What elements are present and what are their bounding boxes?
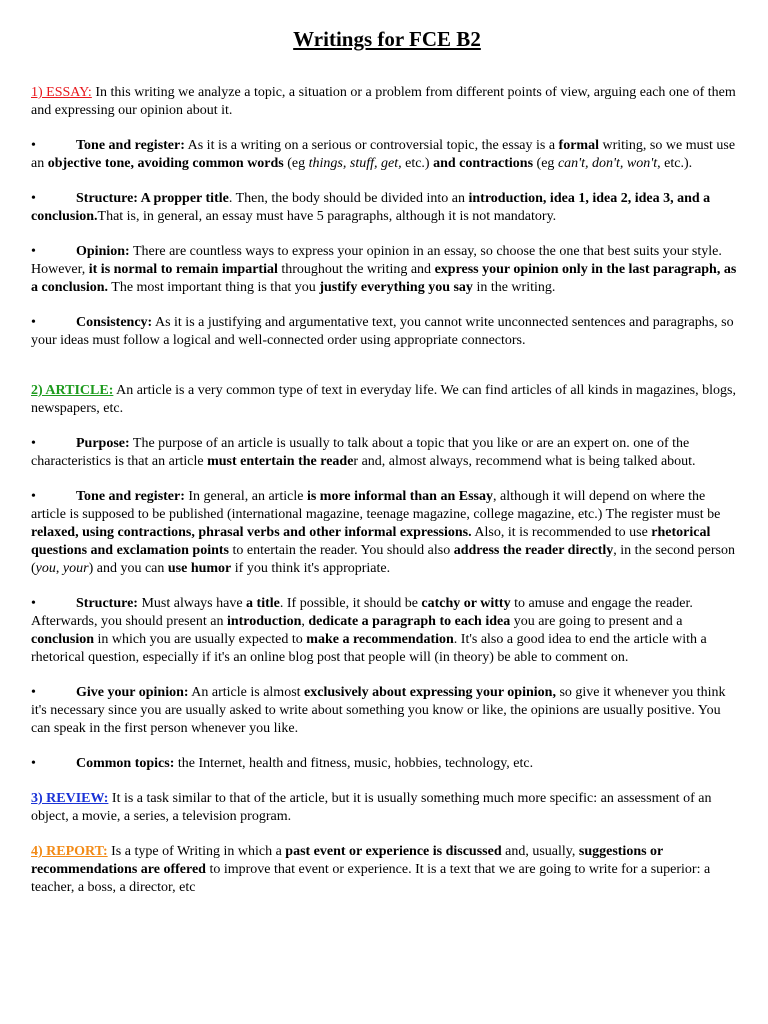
bullet-label: Structure:: [76, 596, 138, 611]
bullet-label: Opinion:: [76, 244, 130, 259]
report-heading: 4) REPORT:: [31, 844, 108, 859]
essay-intro: 1) ESSAY: In this writing we analyze a topic, a situation or a problem from different points of view, arguing each one of them and expressing our opinion about it.: [31, 85, 736, 118]
review-heading: 3) REVIEW:: [31, 791, 109, 806]
bullet-label: Tone and register:: [76, 138, 185, 153]
article-heading: 2) ARTICLE:: [31, 383, 114, 398]
bullet-label: Give your opinion:: [76, 685, 189, 700]
essay-heading: 1) ESSAY:: [31, 85, 92, 100]
bullet-label: Tone and register:: [76, 489, 185, 504]
bullet-label: Structure:: [76, 191, 138, 206]
bullet-icon: •: [31, 138, 36, 153]
article-structure-bullet: • Structure: Must always have a title. If possible, it should be catchy or witty to amuse and engage the reader. Afterwards, you should present an introduction, dedicate a paragraph to each idea you are going to present and a conclusion in which you are usually expected to make a recommendation. It's also a good idea to end the article with a rhetorical question, especially if it's an online blog post that people will (in theory) be able to comment on.: [31, 596, 707, 665]
bullet-icon: •: [31, 436, 36, 451]
bullet-icon: •: [31, 244, 36, 259]
bullet-icon: •: [31, 315, 36, 330]
essay-opinion-bullet: • Opinion: There are countless ways to express your opinion in an essay, so choose the one that best suits your style. However, it is normal to remain impartial throughout the writing and express your opinion only in the last paragraph, as a conclusion. The most important thing is that you justify everything you say in the writing.: [31, 244, 737, 295]
bullet-label: Common topics:: [76, 756, 175, 771]
article-intro: 2) ARTICLE: An article is a very common type of text in everyday life. We can find articles of all kinds in magazines, blogs, newspapers, etc.: [31, 383, 736, 416]
review-intro: 3) REVIEW: It is a task similar to that of the article, but it is usually something much more specific: an assessment of an object, a movie, a series, a television program.: [31, 791, 712, 824]
article-opinion-bullet: • Give your opinion: An article is almost exclusively about expressing your opinion, so give it whenever you think it's necessary since you are usually asked to write about something you know or like, the opinions are usually positive. You can speak in the first person whenever you like.: [31, 685, 726, 736]
page-title: Writings for FCE B2: [293, 27, 481, 51]
article-tone-bullet: • Tone and register: In general, an article is more informal than an Essay, although it will depend on where the article is supposed to be published (international magazine, teenage magazine, college magazine, etc.) The register must be relaxed, using contractions, phrasal verbs and other informal expressions. Also, it is recommended to use rhetorical questions and exclamation points to entertain the reader. You should also address the reader directly, in the second person (you, your) and you can use humor if you think it's appropriate.: [31, 489, 735, 576]
bullet-icon: •: [31, 596, 36, 611]
bullet-icon: •: [31, 489, 36, 504]
bullet-label: Consistency:: [76, 315, 153, 330]
bullet-label: Purpose:: [76, 436, 130, 451]
article-purpose-bullet: • Purpose: The purpose of an article is usually to talk about a topic that you like or are an expert on. one of the characteristics is that an article must entertain the reader and, almost always, recommend what is being talked about.: [31, 436, 696, 469]
bullet-icon: •: [31, 756, 36, 771]
bullet-icon: •: [31, 685, 36, 700]
essay-consistency-bullet: • Consistency: As it is a justifying and argumentative text, you cannot write unconnected sentences and paragraphs, so your ideas must follow a logical and well-connected order using appropriate connectors.: [31, 315, 734, 348]
essay-tone-bullet: • Tone and register: As it is a writing on a serious or controversial topic, the essay is a formal writing, so we must use an objective tone, avoiding common words (eg things, stuff, get, etc.) and contractions (eg can't, don't, won't, etc.).: [31, 138, 736, 171]
essay-structure-bullet: • Structure: A propper title. Then, the body should be divided into an introduction, idea 1, idea 2, idea 3, and a conclusion.That is, in general, an essay must have 5 paragraphs, although it is not mandatory.: [31, 191, 711, 224]
report-intro: 4) REPORT: Is a type of Writing in which a past event or experience is discussed and, usually, suggestions or recommendations are offered to improve that event or experience. It is a text that we are going to write for a superior: a teacher, a boss, a director, etc: [31, 844, 711, 895]
article-topics-bullet: • Common topics: the Internet, health and fitness, music, hobbies, technology, etc.: [31, 756, 534, 771]
bullet-icon: •: [31, 191, 36, 206]
document-page: [31, 26, 743, 897]
